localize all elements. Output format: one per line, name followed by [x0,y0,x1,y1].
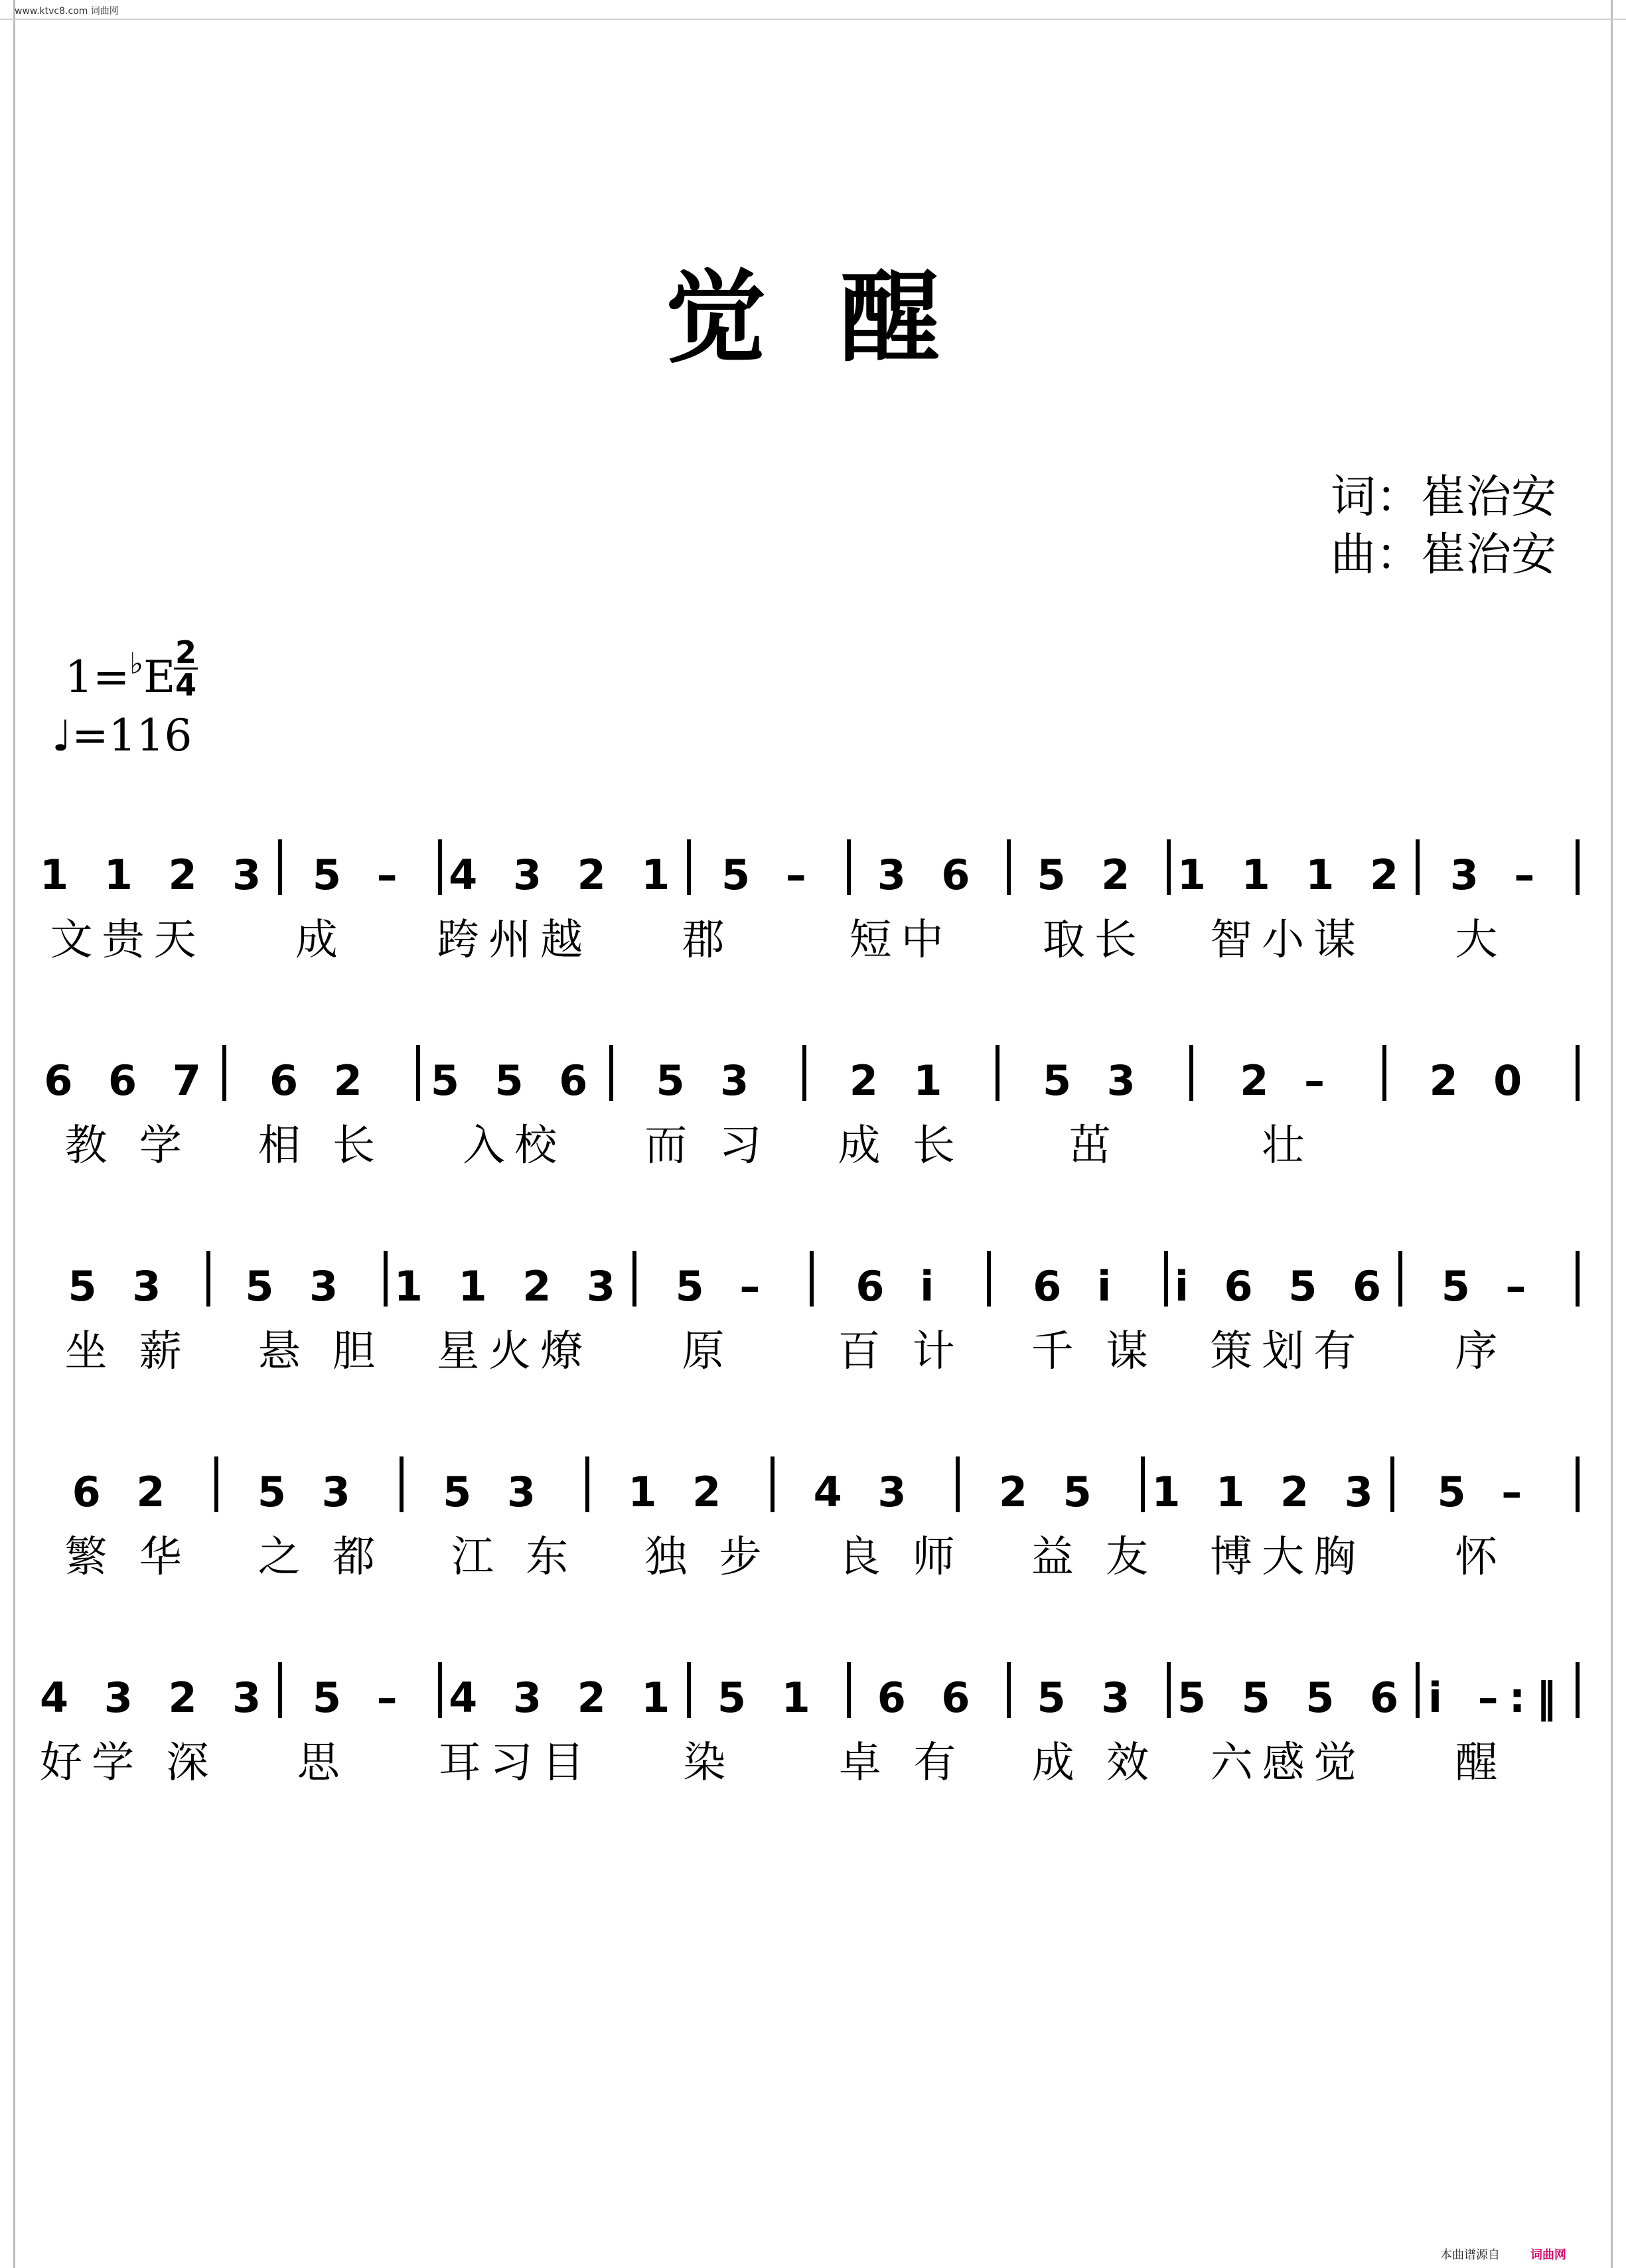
site-label[interactable]: www.ktvc8.com 词曲网 [15,6,119,17]
lyric-spacer [411,1729,428,1788]
barline [771,1456,775,1512]
lyric-text: 良 师 [838,1533,964,1582]
barline [810,1251,814,1307]
time-signature-bottom: 4 [175,667,196,703]
lyric-text [1393,1111,1569,1171]
lyric-spacer [409,1111,427,1171]
lyric-text: 染 [683,1738,735,1788]
lyric-spacer [1376,906,1393,965]
barline [1007,1662,1011,1718]
lyrics-line [40,1523,1586,1583]
lyric-text: 江 东 [451,1533,578,1582]
lyric-text: 成 效 [1031,1738,1159,1788]
measure-notes: 3 – [1449,851,1546,899]
barline [802,1045,806,1101]
lyric-spacer [990,1729,1007,1788]
lyric-text: 壮 [1262,1121,1314,1170]
lyric-spacer [796,1111,813,1171]
lyric-text: 星火燎 [437,1327,593,1376]
top-bar [0,0,1626,20]
barline [609,1045,613,1101]
barline [1576,1045,1580,1101]
barline [956,1456,960,1512]
lyric-spacer [1376,1317,1393,1377]
measure-notes: 4 3 2 1 [449,1673,681,1722]
lyric-text: 文贵天 [50,916,206,965]
barline [1167,1662,1171,1718]
lyric-spacer [604,1729,621,1788]
footer-source-label: 本曲谱源自 [1440,2248,1500,2262]
lyric-spacer [409,906,427,965]
lyric-text: 独 步 [644,1533,771,1582]
lyric-spacer [796,1317,813,1377]
lyric-spacer [216,1111,233,1171]
lyric-text: 教 学 [64,1121,191,1170]
measure-notes: 5 3 [1037,1673,1141,1722]
lyric-text: 取长 [1042,916,1146,965]
lyric-text: 策划有 [1210,1327,1366,1376]
measure-notes: 6 6 [877,1673,981,1722]
barline [438,839,442,895]
barline [1167,839,1171,895]
measure-notes: 2 1 [849,1056,953,1105]
barline [438,1662,442,1718]
barline [987,1251,991,1307]
lyric-text: 千 谋 [1031,1327,1158,1376]
measure-notes: 1 1 2 3 [40,851,272,899]
lyric-text: 大 [1455,916,1507,965]
time-signature-top: 2 [175,634,196,670]
lyric-spacer [409,1317,427,1377]
barline [416,1045,420,1101]
lyric-text: 醒 [1455,1738,1507,1788]
barline [1382,1045,1386,1101]
tempo-marking [52,710,192,761]
measure-notes: 1 1 2 3 [1151,1468,1384,1516]
lyric-spacer [1569,1317,1586,1377]
key-note: E [143,652,176,703]
barline [278,1662,282,1718]
notes-line [40,1423,1586,1516]
lyric-spacer [1376,1729,1393,1788]
lyric-spacer [603,906,620,965]
lyric-spacer [1183,1317,1200,1377]
measure-notes: 6 i [1033,1262,1122,1311]
barline [996,1045,999,1101]
flat-symbol: ♭ [129,647,144,681]
barline [206,1251,210,1307]
measure-notes: 1 2 [628,1468,732,1516]
lyric-spacer [796,906,813,965]
measure-notes: 6 2 [269,1056,373,1105]
lyric-spacer [603,1317,620,1377]
song-title: 觉 醒 [666,261,960,376]
measure-notes: 4 3 [813,1468,917,1516]
lyric-spacer [1376,1523,1393,1583]
lyric-spacer [603,1111,620,1171]
notes-line [40,806,1586,899]
measure-notes: 5 3 [245,1262,349,1311]
lyric-text: 短中 [849,916,953,965]
barline [400,1456,404,1512]
barline [847,1662,851,1718]
measure-notes: 5 2 [1037,851,1141,899]
barline [1390,1456,1394,1512]
barline [1416,1662,1420,1718]
barline [1576,1251,1580,1307]
lyric-spacer [989,906,1006,965]
barline [687,1662,691,1718]
measure-notes: 1 1 1 2 [1177,851,1410,899]
lyric-text: 卓 有 [839,1738,966,1788]
measure-notes: 2 0 [1429,1056,1533,1105]
barline [585,1456,589,1512]
lyric-text: 百 计 [838,1327,964,1376]
lyric-spacer [989,1111,1006,1171]
lyric-spacer [1183,1729,1200,1788]
lyric-text: 相 长 [258,1121,385,1170]
lyric-spacer [218,1729,235,1788]
quarter-note-icon: ♩ [52,712,72,761]
measure-notes: i –:‖ [1428,1673,1568,1722]
lyric-spacer [1569,1523,1586,1583]
lyricist-credit: 词：崔治安 [1331,471,1557,524]
measure-notes: 3 6 [877,851,981,899]
lyric-text: 思 [297,1738,349,1788]
key-signature [65,647,175,703]
lyric-text: 博大胸 [1210,1533,1366,1582]
lyric-text: 怀 [1455,1533,1507,1582]
composer-credit: 曲：崔治安 [1331,529,1557,581]
lyric-spacer [1569,1111,1586,1171]
measure-notes: 6 6 7 [44,1056,212,1105]
measure-notes: 5 – [675,1262,771,1311]
measure-notes: 4 3 2 3 [40,1673,272,1722]
key-prefix: 1= [65,652,130,703]
lyric-text: 序 [1455,1327,1507,1376]
lyric-spacer [409,1523,427,1583]
barline [222,1045,226,1101]
barline [1189,1045,1193,1101]
lyric-spacer [1569,906,1586,965]
measure-notes: 5 3 [257,1468,361,1516]
measure-notes: 5 – [312,1673,408,1722]
footer-site-logo[interactable]: 词曲网 [1530,2248,1566,2262]
lyric-text: 六感觉 [1210,1738,1366,1788]
measure-notes: 6 i [855,1262,945,1311]
barline [1164,1251,1168,1307]
lyric-text: 而 习 [644,1121,771,1170]
lyrics-line [40,1111,1586,1171]
measure-notes: 5 – [1437,1468,1533,1516]
lyric-text: 成 [295,916,347,965]
measure-notes: 5 3 [68,1262,172,1311]
barline [278,839,282,895]
lyric-spacer [216,1523,233,1583]
barline [1416,839,1420,895]
lyric-spacer [796,1523,813,1583]
measure-notes: 6 2 [72,1468,176,1516]
notes-line [40,1218,1586,1311]
lyric-spacer [1183,906,1200,965]
lyric-spacer [603,1523,620,1583]
measure-notes: 1 1 2 3 [394,1262,627,1311]
lyric-text: 郡 [682,916,734,965]
tempo-value: =116 [72,710,192,761]
lyrics-line [40,1317,1586,1377]
measure-notes: 5 3 [1042,1056,1146,1105]
lyric-spacer [1376,1111,1393,1171]
measure-notes: 5 3 [656,1056,760,1105]
notes-line [40,1012,1586,1105]
lyric-spacer [1183,1523,1200,1583]
measure-notes: 5 – [721,851,817,899]
measure-notes: 2 – [1240,1056,1335,1105]
lyric-spacer [989,1523,1006,1583]
lyric-spacer [1569,1729,1586,1788]
barline [687,839,691,895]
barline [1141,1456,1145,1512]
barline [384,1251,388,1307]
lyric-text: 成 长 [838,1121,964,1170]
lyric-text: 智小谋 [1210,916,1366,965]
lyric-text: 茁 [1068,1121,1120,1170]
lyric-text: 耳习目 [438,1738,594,1788]
measure-notes: 5 1 [717,1673,821,1722]
lyric-spacer [797,1729,814,1788]
lyric-text: 之 都 [258,1533,385,1582]
barline [1007,839,1011,895]
lyric-text: 原 [682,1327,734,1376]
lyric-spacer [216,1317,233,1377]
measure-notes: i 6 5 6 [1174,1262,1392,1311]
measure-notes: 4 3 2 1 [449,851,681,899]
lyric-spacer [1183,1111,1200,1171]
notes-line [40,1629,1586,1722]
measure-notes: 5 5 5 6 [1177,1673,1410,1722]
lyric-text: 跨州越 [437,916,593,965]
lyric-text: 好学 深 [40,1738,218,1788]
barline [632,1251,636,1307]
measure-notes: 5 5 6 [430,1056,599,1105]
lyric-text: 悬 胆 [258,1327,385,1376]
measure-notes: 5 – [312,851,408,899]
barline [1576,1456,1580,1512]
barline [1398,1251,1402,1307]
barline [214,1456,218,1512]
lyric-text: 坐 薪 [64,1327,191,1376]
lyric-text: 入校 [463,1121,567,1170]
lyric-text: 繁 华 [64,1533,191,1582]
lyrics-line [40,1729,1586,1788]
lyric-text: 益 友 [1031,1533,1158,1582]
barline [847,839,851,895]
barline [1576,839,1580,895]
measure-notes: 5 – [1441,1262,1537,1311]
measure-notes: 5 3 [443,1468,547,1516]
lyrics-line [40,906,1586,965]
time-signature [174,634,198,703]
lyric-spacer [216,906,233,965]
barline [1576,1662,1580,1718]
measure-notes: 2 5 [998,1468,1102,1516]
lyric-spacer [989,1317,1006,1377]
